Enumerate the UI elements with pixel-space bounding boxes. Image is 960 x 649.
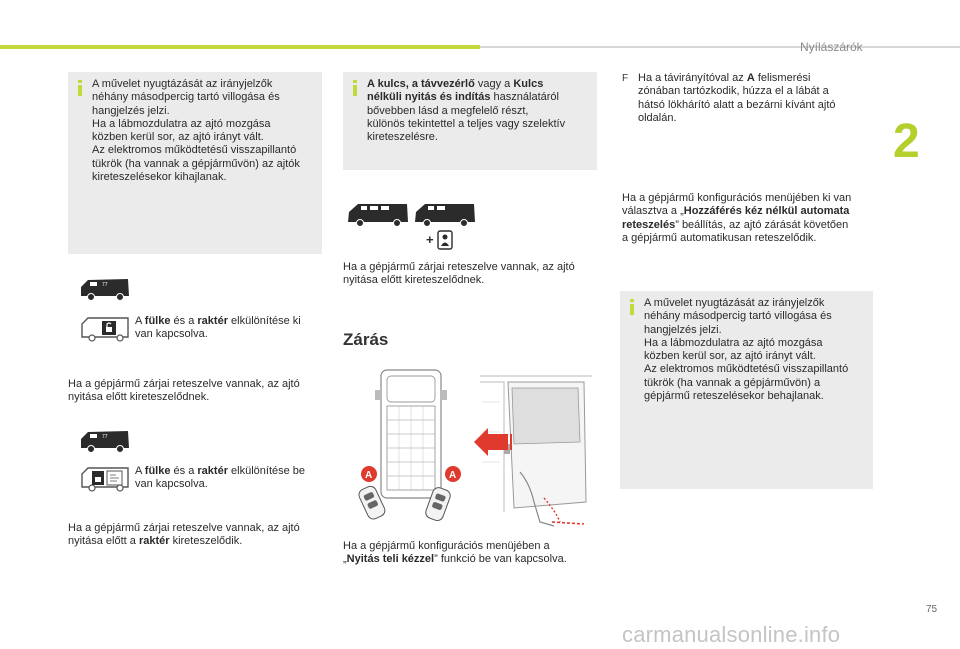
svg-text:77: 77: [102, 282, 108, 288]
svg-text:A: A: [365, 470, 373, 481]
info-note-unlock: [68, 72, 322, 254]
van-icon: [78, 276, 132, 302]
van-icon: [78, 428, 132, 454]
unlock-paragraph-3: Ha a gépjármű zárjai reteszelve vannak, az ajtó nyitása előtt kireteszelődnek.: [343, 261, 575, 287]
svg-text:+: +: [426, 232, 434, 247]
van-icon-cargo: [412, 200, 478, 228]
note-line: néhány másodpercig tartó villogása és: [92, 91, 280, 104]
van-icon-passenger: [345, 200, 411, 228]
page-number: 75: [926, 604, 938, 615]
note-line: Ha a lábmozdulatra az ajtó mozgása: [92, 117, 271, 130]
sliding-door-figure: [474, 372, 598, 530]
cargo-unlocked-icon: [80, 315, 130, 342]
cargo-locked-icon: [80, 465, 130, 492]
info-icon: [78, 80, 82, 96]
info-icon: [353, 80, 357, 96]
section-heading-locking: Zárás: [343, 330, 389, 349]
note-line: Az elektromos működtetésű visszapillantó: [644, 363, 849, 376]
add-passenger-icon: [426, 229, 456, 251]
header-accent-bar: [0, 45, 480, 49]
info-icon: [630, 299, 634, 315]
chapter-number: 2: [893, 115, 920, 168]
note-line: néhány másodpercig tartó villogása és: [644, 310, 832, 323]
note-line: A művelet nyugtázását az irányjelzők: [644, 297, 825, 309]
unlock-paragraph-2: Ha a gépjármű zárjai reteszelve vannak, az ajtó nyitása előtt a raktér kireteszelődik.: [68, 522, 300, 548]
info-note-keys: A kulcs, a távvezérlő vagy a Kulcs nélküli nyitás és indítás használatáról bővebben lásd a megfelelő részt, különös tekintettel a teljes vagy szelektív kireteszelésre.: [343, 72, 597, 170]
cab-partition-on-text: A fülke és a raktér elkülönítése be van kapcsolva.: [135, 465, 306, 491]
note-line: közben kerül sor, az ajtó irányt vált.: [644, 350, 816, 363]
unlock-paragraph-1: Ha a gépjármű zárjai reteszelve vannak, az ajtó nyitása előtt kireteszelődnek.: [68, 378, 300, 404]
section-title: Nyílászárók: [800, 40, 863, 54]
note-line: hangjelzés jelzi.: [644, 323, 722, 336]
bullet-marker: F: [622, 73, 629, 84]
watermark: carmanualsonline.info: [622, 622, 841, 647]
note-line: közben kerül sor, az ajtó irányt vált.: [92, 131, 264, 144]
note-line: Ha a lábmozdulatra az ajtó mozgása: [644, 336, 823, 349]
note-line: hangjelzés jelzi.: [92, 104, 170, 117]
info-note-lock: [620, 291, 873, 489]
header-divider: [480, 46, 960, 48]
step-bullet: F Ha a távirányítóval az A felismerési zónában tartózkodik, húzza el a lábát a hátsó lökhárító alatt a bezárni kívánt ajtó oldalán.: [622, 72, 836, 124]
svg-text:A: A: [449, 470, 457, 481]
note-line: gépjármű reteszelésekor behajlanak.: [644, 390, 824, 403]
note-line: tükrök (ha vannak a gépjárművön) a: [644, 376, 821, 389]
van-topview-figure: [343, 368, 471, 530]
auto-lock-paragraph: Ha a gépjármű konfigurációs menüjében ki van választva a „Hozzáférés kéz nélkül automata reteszelés” beállítás, az ajtó zárását követően a gépjármű automatikusan reteszelődik.: [622, 192, 852, 244]
note-line: tükrök (ha vannak a gépjárművön) az ajtók: [92, 157, 300, 170]
note-line: kireteszelésekor kihajlanak.: [92, 171, 227, 184]
svg-text:77: 77: [102, 434, 108, 440]
note-line: A művelet nyugtázását az irányjelzők: [92, 78, 273, 90]
cab-partition-off-text: A fülke és a raktér elkülönítése ki van kapcsolva.: [135, 315, 301, 341]
figure-caption: Ha a gépjármű konfigurációs menüjében a „Nyitás teli kézzel” funkció be van kapcsolva.: [343, 540, 567, 566]
note-line: Az elektromos működtetésű visszapillantó: [92, 144, 297, 157]
